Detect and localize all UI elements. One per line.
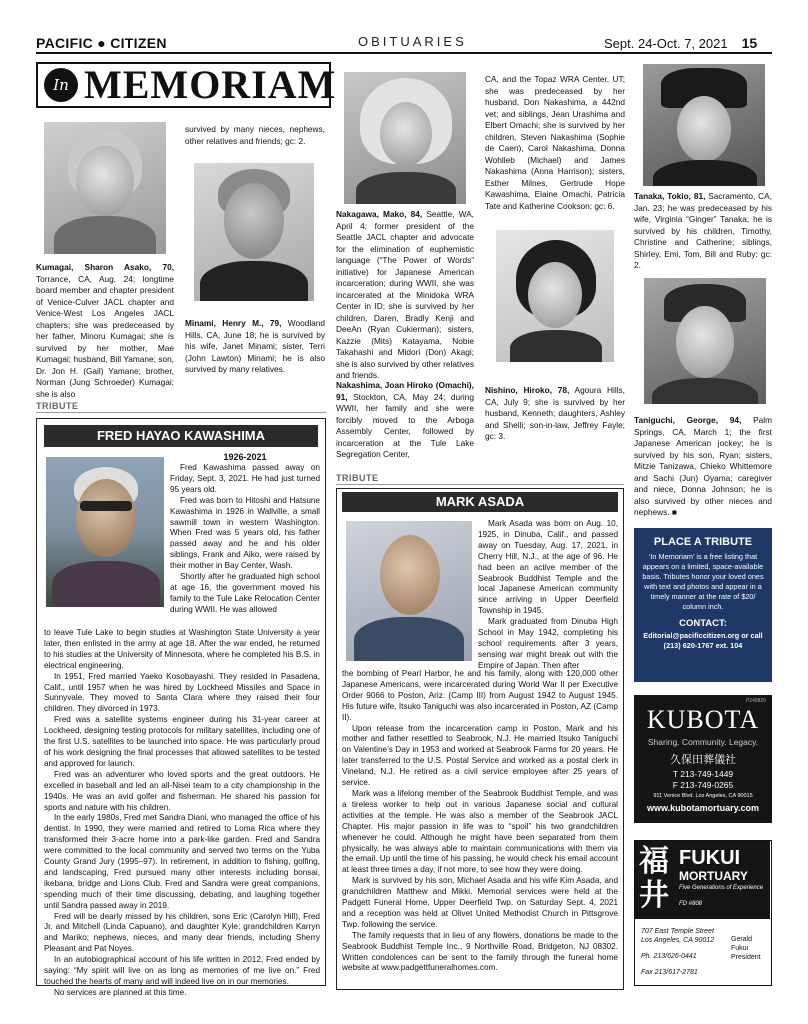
obit-text: Kumagai, Sharon Asako, 70, Torrance, CA, Aug. 24; longtime board member and chapter president of Venice-Culver JACL chapter and Venice-West Los Angeles JACL chapters; she was predeceased by her father, Minoru Kumagai; she is survived by her mother, Mae Kumagai; husband, Bill Yamane; son, Dr. Jon H. (Gail) Yamane; brother, Norman (Jung Schroeder) Kumagai; she is also <box>36 262 174 399</box>
kubota-fax: F 213-749-0265 <box>672 780 734 790</box>
tribute-side-text <box>170 463 320 616</box>
paragraph: In the early 1980s, Fred met Sandra Diani, who managed the office of his dentist. In 1990, they were married and retired to Loma Rica where they transformed their 3-acre home into a park-like garden. Fred and Sandra were committed to the local community and served two terms on the Yuba County Grand Jury (1995–97). In retirement, in addition to fishing, golfing, and landscaping, Fred pursued many other interests including bonsai, ikebana, bridge and Lions Club. Fred and Sandra were great companions, spending much of their time discussing, debating, and laughing together until Sandra passed away in 2019. <box>44 813 320 910</box>
tribute-label: TRIBUTE <box>36 401 79 411</box>
obit-nakashima <box>336 380 474 461</box>
memoriam-badge: In <box>44 68 78 102</box>
fukui-phone: Ph. 213/626-0441 <box>641 953 697 960</box>
header-rule <box>36 52 772 54</box>
obit-text: Nakagawa, Mako, 84, Seattle, WA, April 4; former president of the Seattle JACL chapter and advocate for the elimination of euphemistic language (“The Power of Words” initiative) for Japanese American incarceration; during WWII, she was incarcerated at the Minidoka WRA Center in ID; she is survived by her children, Daren, Bradly Kenji and DeeAn (Ryan Cukierman); sisters, Kazzie (Mits) Katayama, Nobie Takahashi and Midori (Don) Akagi; she is also survived by other relatives and friends. <box>336 209 474 380</box>
fukui-fax: Fax 213/617-2781 <box>641 969 698 976</box>
kubota-website: www.kubotamortuary.com <box>646 803 760 813</box>
paragraph: Fred was a satellite systems engineer during his 31-year career at Lockheed, designing testing protocols for military satellites, including one of the first U.S. satellites to be launched into space. He was particularly proud of his work designing the final processes that allowed satellites to be tested and approved for launch. <box>44 715 320 768</box>
paragraph: The family requests that in lieu of any flowers, donations be made to the Seabrook Buddhist Temple Inc., 9 Northville Road, Bridgeton, NJ 08302. Written condolences can be sent to the family through the funeral home website at www.padgettfuneralhomes.com. <box>342 930 618 973</box>
obit-nishino <box>485 385 625 443</box>
fukui-ad <box>634 840 772 986</box>
tribute-name-bar: MARK ASADA <box>342 492 618 512</box>
paragraph: In an autobiographical account of his life written in 2012, Fred ended by saying: “My spirit will live on as long as memories of me live on.” Fred touched the hearts of many and will indeed live on in our memories. <box>44 955 320 986</box>
tribute-name-bar: FRED HAYAO KAWASHIMA <box>44 425 318 447</box>
obit-tanaka <box>634 191 772 272</box>
fukui-name: FUKUI <box>679 847 741 869</box>
obit-nakashima-cont <box>485 74 625 212</box>
photo-tanaka <box>643 64 765 186</box>
ad-code: P249820 <box>745 698 766 704</box>
contact-info: Editorial@pacificcitizen.org or call (213) 620-1767 ext. 104 <box>643 631 763 650</box>
photo-taniguchi <box>644 278 766 404</box>
paragraph: Mark Asada was born on Aug. 10, 1925, in Dinuba, Calif., and passed away on Tuesday, Aug. 17, 2021. in Cherry Hill, N.J., at the age of 96. He had been an active member of the Seabrook Buddhist Temple and the local Japanese American community since arriving in Upper Deerfield Township in 1945. <box>478 519 618 616</box>
kubota-address: 911 Venice Blvd. Los Angeles, CA 90015 <box>653 793 753 799</box>
paragraph: Fred was born to Hitoshi and Hatsune Kawashima in 1926 in Wallville, a small sawmill town in western Washington. When Fred was 5 years old, his father passed away and he and his older siblings, Frank and Aiko, were raised by their mother in Bay Center, Wash. <box>170 495 320 571</box>
fukui-fd: FD #808 <box>679 901 703 907</box>
place-tribute-title: PLACE A TRIBUTE <box>653 536 753 548</box>
tribute-full-text <box>44 628 320 999</box>
photo-nakagawa <box>344 72 466 204</box>
fukui-sub: MORTUARY <box>679 869 748 883</box>
obit-taniguchi <box>634 415 772 519</box>
obit-nakagawa <box>336 209 474 382</box>
tribute-full-text <box>342 669 618 974</box>
obit-text: Minami, Henry M., 79, Woodland Hills, CA, June 18; he is survived by his wife, Janet Minami; sister, Terri (John Lawton) Minami; he is also survived by many relatives. <box>185 318 326 374</box>
kubota-name: KUBOTA <box>646 705 760 734</box>
fukui-addr1: 707 East Temple Street <box>641 928 714 935</box>
fukui-president: Gerald Fukui President <box>731 936 761 961</box>
fukui-kanji: 福井 <box>639 844 669 913</box>
photo-kumagai <box>44 122 166 254</box>
fukui-addr2: Los Angeles, CA 90012 <box>641 937 715 944</box>
paragraph: Fred will be dearly missed by his children, sons Eric (Carolyn Hill), Fred Jr. and Mitchell (Linda Capuano), and daughter Kyle; grandchildren Karryn and Mariko; nephews, nieces, and many dear friends, including Sherry Pleasant and Pat Noyes. <box>44 911 320 954</box>
kubota-tel: T 213-749-1449 <box>672 769 734 779</box>
fukui-gen: Five Generations of Experience <box>679 885 764 891</box>
paragraph: Fred was an adventurer who loved sports and the great outdoors. He excelled in baseball and led an all-Nisei team to a city championship in the 1940s. He was an avid golfer and fisherman. He shared his passion for sports and nature with his children. <box>44 769 320 812</box>
paragraph: No services are planned at this time. <box>54 987 187 997</box>
paragraph: the bombing of Pearl Harbor, he and his family, along with 120,000 other Japanese Americans, were incarcerated during World War II per Executive Order 9066 to Poston, Ariz. (Camp III) from August 1942 to August 1945. His future wife, Itsuko Taniguchi was also incarcerated in Poston, AZ (Camp II). <box>342 669 618 722</box>
publication-logo: PACIFIC ● CITIZEN <box>36 35 167 51</box>
photo-kawashima <box>46 457 164 607</box>
paragraph: In 1951, Fred married Yaeko Kosobayashi. They resided in Pasadena, Calif., until 1957 when he was hired by Lockheed Missiles and Space in Sunnyvale. They moved to Santa Clara where they raised their four children. They divorced in 1973. <box>44 671 320 714</box>
obit-text: Nishino, Hiroko, 78, Agoura Hills, CA, July 9; she is survived by her husband, Kenneth; daughters, Ashley and Shelli; son-in-law, Jeffrey Fayle; gc: 3. <box>485 385 625 441</box>
kubota-ad <box>634 695 772 823</box>
obit-kumagai-cont <box>185 124 325 147</box>
tribute-years: 1926-2021 <box>223 452 267 462</box>
paragraph: Fred Kawashima passed away on Friday, Sept. 3, 2021. He had just turned 95 years old. <box>170 463 320 494</box>
paragraph: Shortly after he graduated high school at age 16, the government moved his family to the Tule Lake Relocation Center during WWII. He was allowed <box>170 572 320 614</box>
tribute-rule <box>36 412 326 413</box>
page-number: 15 <box>741 35 758 51</box>
paragraph: Mark is survived by his son, Michael Asada and his wife Kim Asada, and grandchildren Matthew and Mikki. Memorial services were held at the Padgett Funeral Home, Upper Deerfield Twp. on Saturday Sept. 4, 2021 and a reception was held at Olivet United Methodist Church in Pittsgrove Twp. following the service. <box>342 876 618 929</box>
obit-text: CA, and the Topaz WRA Center, UT; she was predeceased by her husband, Don Nakashima, a 442nd vet; and siblings, Jean Urashima and Elbert Omachi; she is survived by her children, Steven Nakashima (Sophie de Caen), Carol Nakashima, Donna Wohlleb (Michael) and James Nakashima (Anna Harrison); sisters, Esther Milnes, Gertrude Hope Kawashima, Elaine Omachi, Patricia Tate and Katherine Cookson; gc: 6. <box>485 74 625 211</box>
fukui-address <box>641 927 714 977</box>
paragraph: to leave Tule Lake to begin studies at Washington State University a year later, then enlisted in the army at age 18. After the war ended, he returned to his studies at the University of Minnesota, where he completed his B.S. in electrical engineering. <box>44 628 320 670</box>
obit-text: Taniguchi, George, 94, Palm Springs, CA, March 1; the first Japanese American jockey; he is survived by his son, Ryan; sisters, Mitzie Tanizawa, Chieko Whittemore and Sachi (Jun) Oyama; caregiver and niece, Donna Johnson; he is also survived by other nieces and nephews. ■ <box>634 415 772 517</box>
kubota-kanji: 久保田葬儀社 <box>670 753 736 766</box>
paragraph: Mark was a lifelong member of the Seabrook Buddhist Temple, and was a tireless worker to help out in various Japanese social and cultural activities at the temple. He was also a member of the Seabrook JACL Chapter. His major passion in life was to “spoil” his two grandchildren whenever he could. Although he might have been separated from them physically, he was always able to maintain communications with them via the email. Up until the time of his passing, he would check his email account at least three times a day, if not more, to see how they were doing. <box>342 788 618 875</box>
section-title: OBITUARIES <box>358 34 467 49</box>
photo-minami <box>194 163 314 301</box>
obit-minami <box>185 318 325 376</box>
tribute-side-text <box>478 519 618 672</box>
photo-nishino <box>496 230 614 362</box>
paragraph: Upon release from the incarceration camp in Poston, Mark and his mother and father resettled to Seabrook, N.J. He married Itsuko Taniguchi on Valentine’s Day in 1953 and worked at Seabrook Farms for 20 years. He later transferred to the U.S. Postal Service and worked as a postal clerk in Vineland, N.J. He retired as a civil service employee after 25 years of service. <box>342 723 618 788</box>
place-tribute-body: ‘In Memoriam’ is a free listing that appears on a limited, space-available basis. Tributes honor your loved ones with text and photos and appear in a timely manner at the rate of $20/ column inch. <box>642 552 764 611</box>
paragraph: Mark graduated from Dinuba High School in May 1942, completing his school requirements after 3 years, sensing war might break out with the Empire of Japan. Then after <box>478 617 618 670</box>
tribute-label: TRIBUTE <box>336 473 379 483</box>
photo-asada <box>346 521 472 661</box>
obit-kumagai <box>36 262 174 400</box>
place-tribute-box <box>634 528 772 682</box>
obit-text: Nakashima, Joan Hiroko (Omachi), 91, Stockton, CA, May 24; during WWII, her family and she were forcibly moved to the Arboga Assembly Center, followed by incarceration at the Tule Lake Segregation Center, <box>336 380 474 459</box>
obit-text: Tanaka, Tokio, 81, Sacramento, CA, Jan. 23; he was predeceased by his wife, Virginia “Ginger” Tanaka; he is survived by his children, Timothy, Christine and Catherine; siblings, Shirley, Emi, Tom, Bill and Ruby; gc: 2. <box>634 191 772 270</box>
issue-date <box>604 35 757 51</box>
tribute-rule <box>336 484 624 485</box>
obit-text: survived by many nieces, nephews, other relatives and friends; gc: 2. <box>185 124 325 146</box>
fukui-header <box>635 841 770 919</box>
kubota-tagline: Sharing. Community. Legacy. <box>647 737 759 747</box>
date-text: Sept. 24-Oct. 7, 2021 <box>604 36 728 51</box>
memoriam-title: MEMORIAM <box>84 62 337 107</box>
contact-title: CONTACT: <box>679 618 727 629</box>
